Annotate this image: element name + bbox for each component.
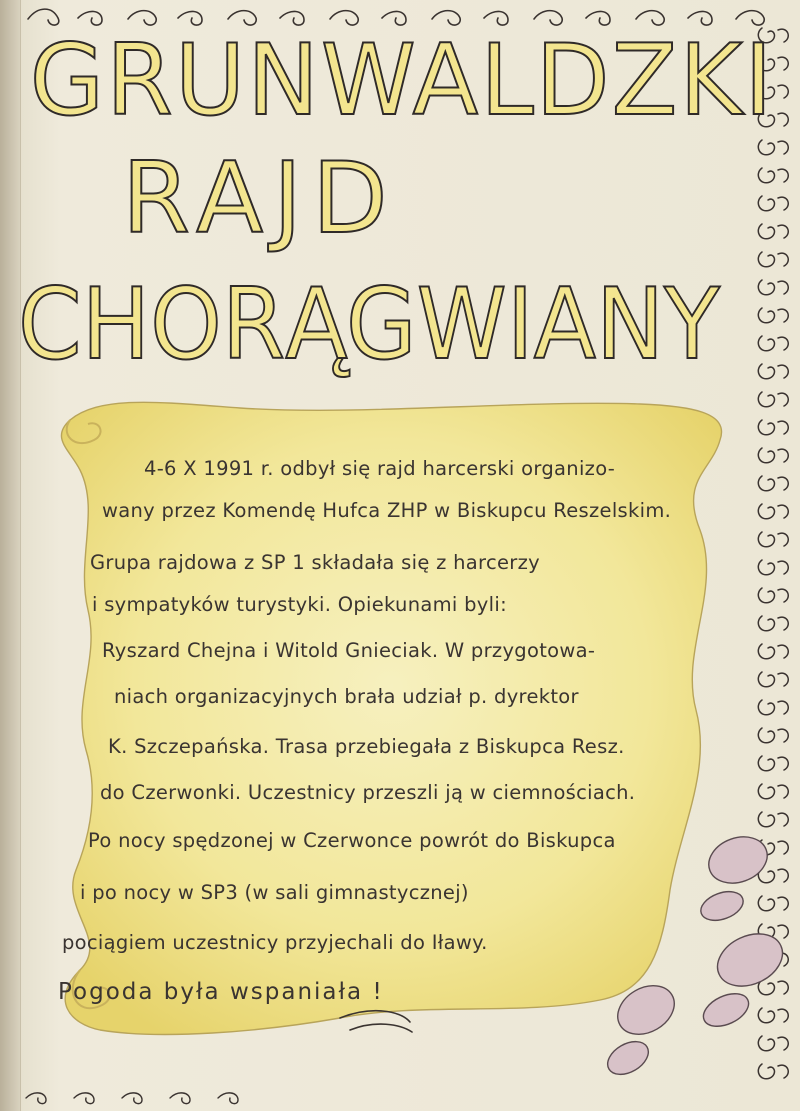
ornamental-border-bottom-icon (18, 1088, 786, 1108)
text-line-4: i sympatyków turystyki. Opiekunami byli: (92, 593, 507, 616)
title-line-1: GRUNWALDZKI (29, 24, 775, 138)
text-line-10: i po nocy w SP3 (w sali gimnastycznej) (80, 881, 469, 904)
title-line-3: CHORĄGWIANY (18, 268, 720, 382)
text-line-3: Grupa rajdowa z SP 1 składała się z harcerzy (90, 551, 540, 574)
text-line-12: Pogoda była wspaniała ! (58, 979, 384, 1005)
text-line-9: Po nocy spędzonej w Czerwonce powrót do Biskupca (88, 829, 616, 852)
text-line-2: wany przez Komendę Hufca ZHP w Biskupcu Reszelskim. (102, 499, 672, 522)
text-line-7: K. Szczepańska. Trasa przebiegała z Biskupca Resz. (108, 735, 625, 758)
decorative-title (18, 24, 775, 404)
title-line-2: RAJD (122, 142, 398, 256)
text-line-8: do Czerwonki. Uczestnicy przeszli ją w ciemnościach. (100, 781, 636, 804)
text-line-6: niach organizacyjnych brała udział p. dyrektor (114, 685, 579, 708)
text-line-1: 4-6 X 1991 r. odbył się rajd harcerski organizo- (144, 457, 616, 480)
text-line-11: pociągiem uczestnicy przyjechali do Iławy. (62, 931, 488, 954)
footprints-icon (590, 820, 790, 1080)
text-line-5: Ryszard Chejna i Witold Gnieciak. W przygotowa- (102, 639, 596, 662)
